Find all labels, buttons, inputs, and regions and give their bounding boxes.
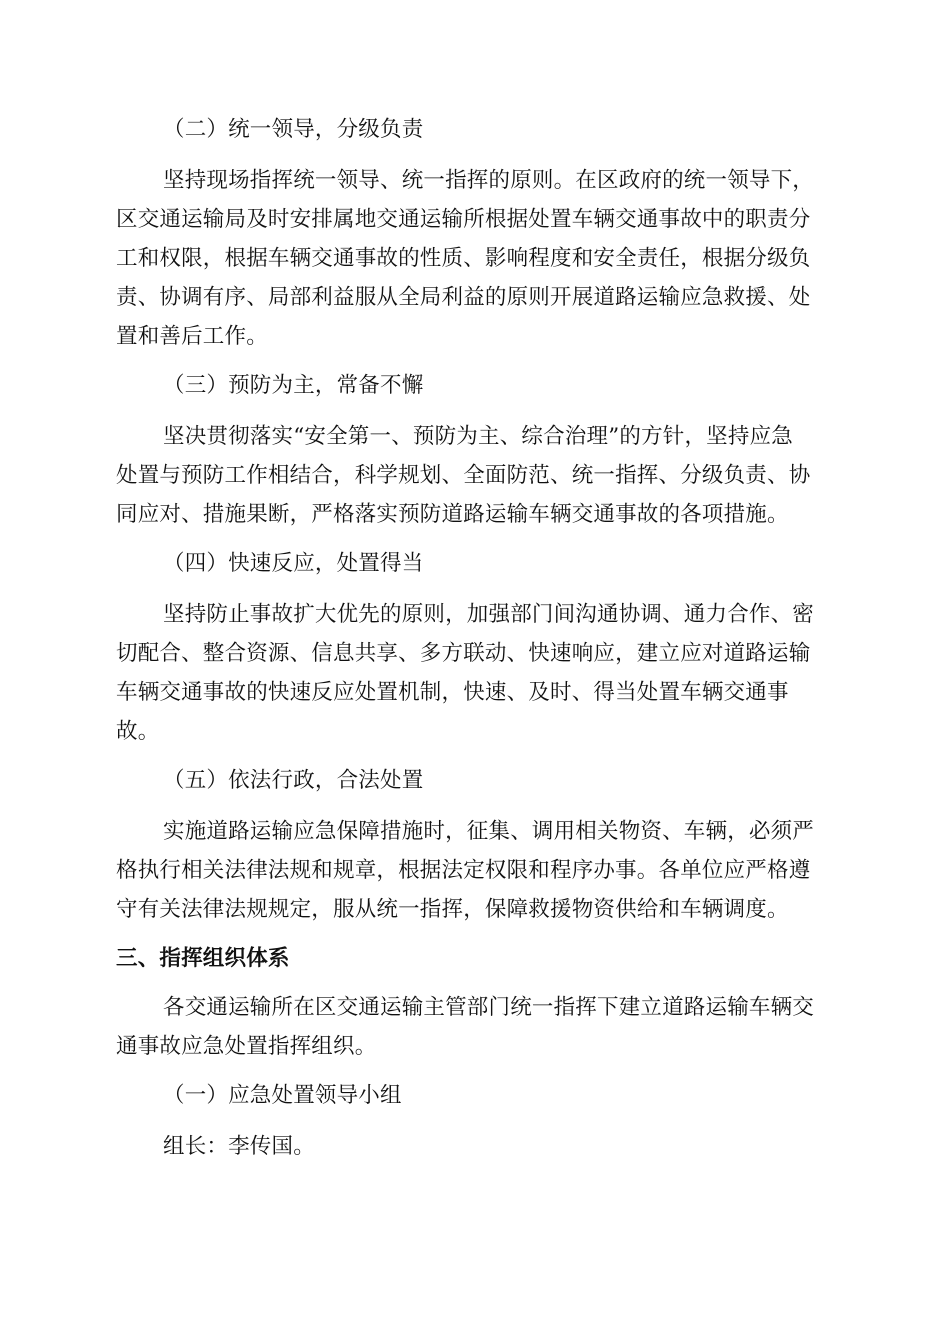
text-line: （四）快速反应，处置得当 bbox=[163, 551, 424, 576]
text-line: 车辆交通事故的快速反应处置机制，快速、及时、得当处置车辆交通事 bbox=[116, 680, 789, 705]
text-line: 坚持现场指挥统一领导、统一指挥的原则。在区政府的统一领导下， bbox=[163, 168, 815, 193]
paragraph bbox=[116, 161, 836, 356]
text-line: 处置与预防工作相结合，科学规划、全面防范、统一指挥、分级负责、协 bbox=[116, 463, 811, 488]
text-line: 守有关法律法规规定，服从统一指挥，保障救援物资供给和车辆调度。 bbox=[116, 897, 789, 922]
text-line: 通事故应急处置指挥组织。 bbox=[116, 1034, 377, 1059]
paragraph bbox=[116, 1127, 836, 1166]
subsection-heading bbox=[116, 110, 836, 149]
text-line: 置和善后工作。 bbox=[116, 324, 268, 349]
document-body bbox=[116, 110, 836, 1176]
text-line: 切配合、整合资源、信息共享、多方联动、快速响应，建立应对道路运输 bbox=[116, 641, 811, 666]
text-line: 实施道路运输应急保障措施时，征集、调用相关物资、车辆，必须严 bbox=[163, 819, 815, 844]
text-line: 责、协调有序、局部利益服从全局利益的原则开展道路运输应急救援、处 bbox=[116, 285, 811, 310]
paragraph bbox=[116, 988, 836, 1066]
subsection-heading bbox=[116, 1076, 836, 1115]
text-line: （五）依法行政，合法处置 bbox=[163, 768, 424, 793]
text-line: 组长：李传国。 bbox=[163, 1134, 315, 1159]
text-line: （三）预防为主，常备不懈 bbox=[163, 373, 424, 398]
section-heading bbox=[116, 939, 836, 978]
paragraph bbox=[116, 812, 836, 929]
paragraph bbox=[116, 595, 836, 751]
text-line: 坚持防止事故扩大优先的原则，加强部门间沟通协调、通力合作、密 bbox=[163, 602, 815, 627]
text-line: （一）应急处置领导小组 bbox=[163, 1083, 402, 1108]
text-line: 坚决贯彻落实“安全第一、预防为主、综合治理”的方针，坚持应急 bbox=[163, 424, 793, 449]
text-line: 故。 bbox=[116, 719, 160, 744]
text-line: 同应对、措施果断，严格落实预防道路运输车辆交通事故的各项措施。 bbox=[116, 502, 789, 527]
text-line: （二）统一领导，分级负责 bbox=[163, 117, 424, 142]
text-line: 格执行相关法律法规和规章，根据法定权限和程序办事。各单位应严格遵 bbox=[116, 858, 811, 883]
text-line: 区交通运输局及时安排属地交通运输所根据处置车辆交通事故中的职责分 bbox=[116, 207, 811, 232]
subsection-heading bbox=[116, 544, 836, 583]
subsection-heading bbox=[116, 761, 836, 800]
text-line: 各交通运输所在区交通运输主管部门统一指挥下建立道路运输车辆交 bbox=[163, 995, 815, 1020]
text-line: 三、指挥组织体系 bbox=[116, 946, 290, 971]
text-line: 工和权限，根据车辆交通事故的性质、影响程度和安全责任，根据分级负 bbox=[116, 246, 811, 271]
paragraph bbox=[116, 417, 836, 534]
subsection-heading bbox=[116, 366, 836, 405]
